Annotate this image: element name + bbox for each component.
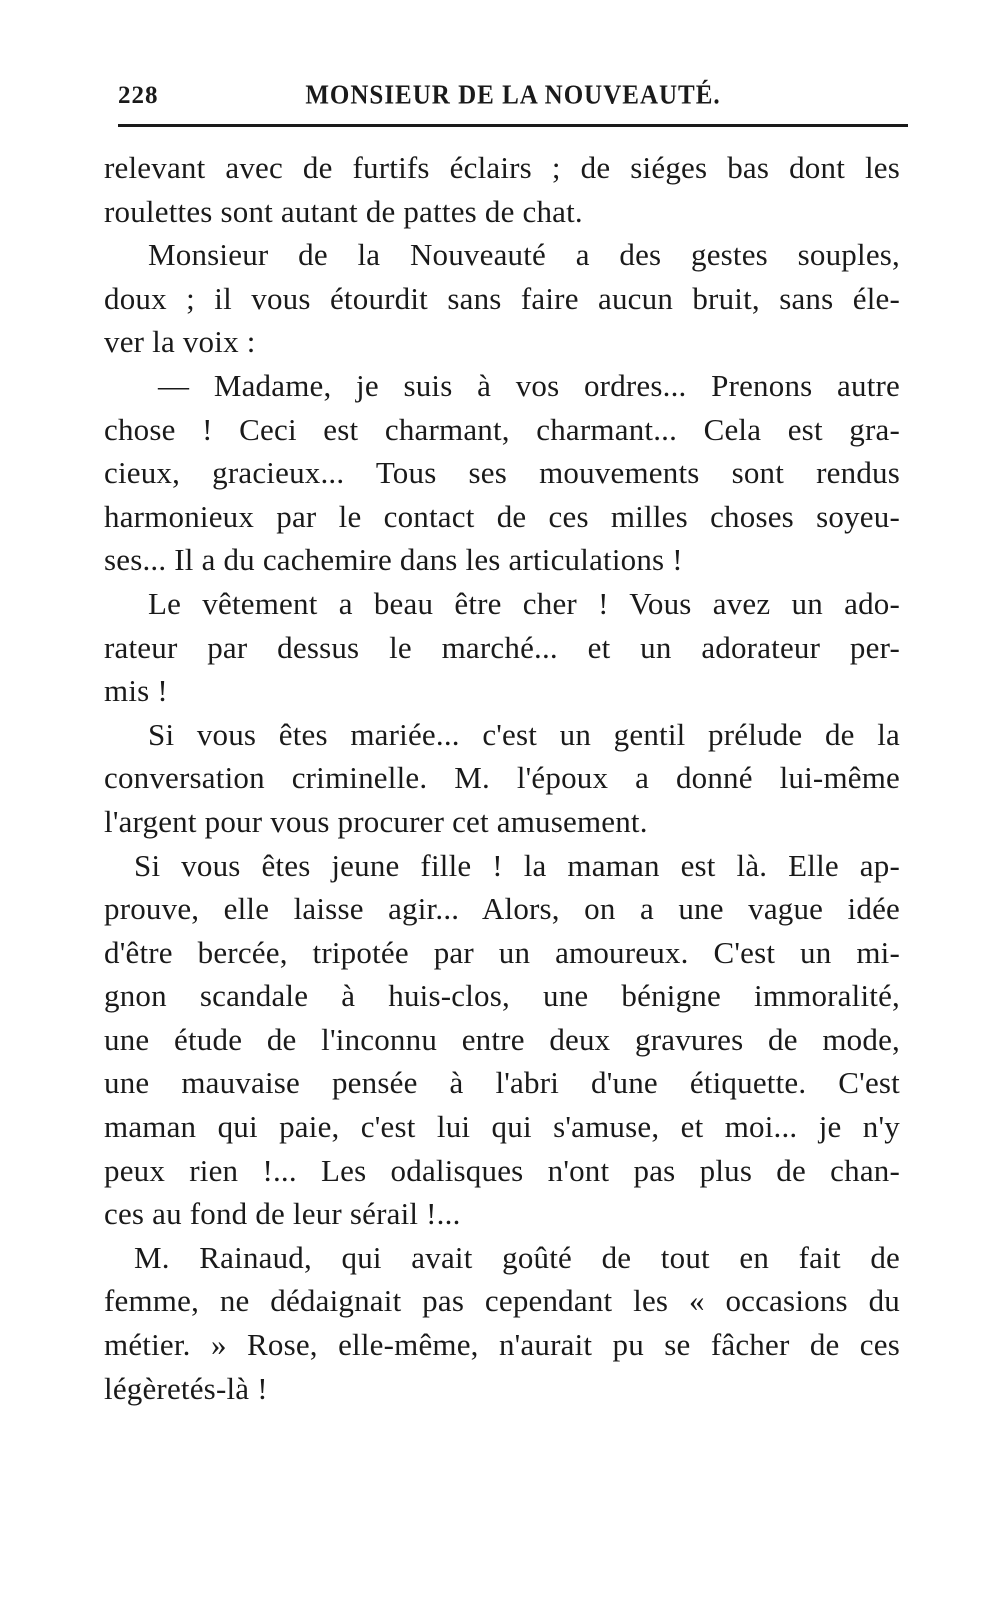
text-line: une étude de l'inconnu entre deux gravures de mode, bbox=[104, 1021, 900, 1057]
text-line: M. Rainaud, qui avait goûté de tout en fait de bbox=[134, 1239, 900, 1275]
text-line: roulettes sont autant de pattes de chat. bbox=[104, 193, 583, 229]
text-line: Si vous êtes jeune fille ! la maman est là. Elle ap- bbox=[134, 847, 900, 883]
text-line: cieux, gracieux... Tous ses mouvements sont rendus bbox=[104, 455, 900, 491]
text-line: ses... Il a du cachemire dans les articulations ! bbox=[104, 542, 683, 578]
text-line: conversation criminelle. M. l'époux a donné lui-même bbox=[104, 760, 900, 796]
text-line: gnon scandale à huis-clos, une bénigne immoralité, bbox=[104, 978, 900, 1014]
text-line: harmonieux par le contact de ces milles choses soyeu- bbox=[104, 498, 900, 534]
text-line: peux rien !... Les odalisques n'ont pas plus de chan- bbox=[104, 1152, 900, 1188]
text-line: l'argent pour vous procurer cet amusement. bbox=[104, 803, 648, 839]
text-line: prouve, elle laisse agir... Alors, on a une vague idée bbox=[104, 891, 900, 927]
text-line: Monsieur de la Nouveauté a des gestes souples, bbox=[148, 237, 900, 273]
text-line: une mauvaise pensée à l'abri d'une étiquette. C'est bbox=[104, 1065, 900, 1101]
text-line: rateur par dessus le marché... et un adorateur per- bbox=[104, 629, 900, 665]
text-line: ces au fond de leur sérail !... bbox=[104, 1196, 461, 1232]
text-line: légèretés-là ! bbox=[104, 1370, 268, 1406]
text-line: — Madame, je suis à vos ordres... Prenons autre bbox=[158, 367, 900, 403]
text-line: d'être bercée, tripotée par un amoureux. C'est un mi- bbox=[104, 934, 900, 970]
text-line: ver la voix : bbox=[104, 324, 256, 360]
running-title: MONSIEUR DE LA NOUVEAUTÉ. bbox=[305, 80, 721, 111]
header-rule bbox=[118, 124, 908, 127]
text-line: femme, ne dédaignait pas cependant les « occasions du bbox=[104, 1283, 900, 1319]
body-text bbox=[104, 146, 900, 1410]
text-line: maman qui paie, c'est lui qui s'amuse, et moi... je n'y bbox=[104, 1109, 900, 1145]
text-line: mis ! bbox=[104, 673, 168, 709]
text-line: Le vêtement a beau être cher ! Vous avez un ado- bbox=[148, 585, 900, 621]
page-header bbox=[118, 72, 908, 128]
text-line: doux ; il vous étourdit sans faire aucun bruit, sans éle- bbox=[104, 280, 900, 316]
text-line: chose ! Ceci est charmant, charmant... Cela est gra- bbox=[104, 411, 900, 447]
page-number: 228 bbox=[118, 82, 159, 109]
text-line: métier. » Rose, elle-même, n'aurait pu se fâcher de ces bbox=[104, 1327, 900, 1363]
text-line: relevant avec de furtifs éclairs ; de siéges bas dont les bbox=[104, 150, 900, 185]
text-line: Si vous êtes mariée... c'est un gentil prélude de la bbox=[148, 716, 900, 752]
